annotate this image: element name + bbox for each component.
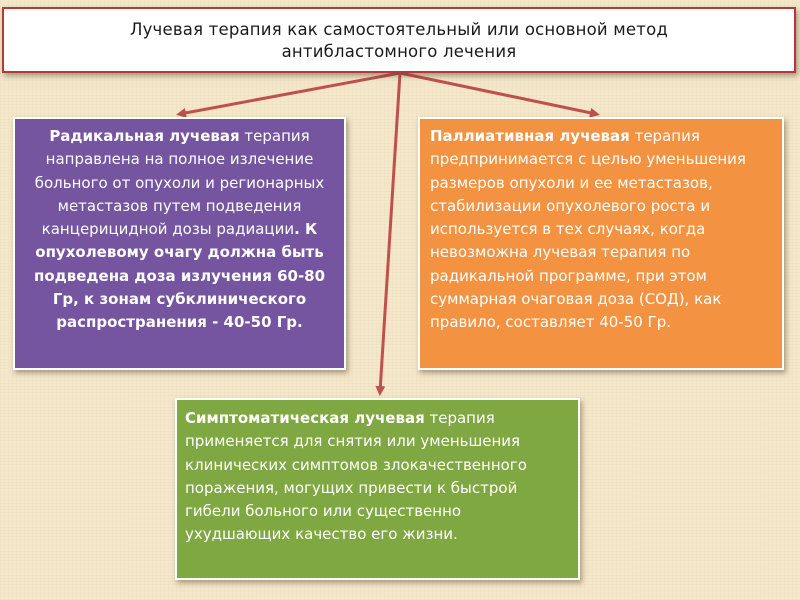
arrow-to-symptomatic bbox=[380, 73, 400, 392]
arrow-to-palliative bbox=[400, 73, 596, 114]
palliative-text: терапия предпринимается с целью уменьшения размеров опухоли и ее метастазов, стабилизации опухолевого роста и используется в тех случаях, когда невозможна лучевая терапия по радикальной программе, при этом суммарная очаговая доза (СОД), как правило, составляет 40-50 Гр. bbox=[430, 127, 746, 332]
radical-therapy-box bbox=[13, 117, 346, 370]
symptomatic-text: терапия применяется для снятия или уменьшения клинических симптомов злокачественного поражения, могущих привести к быстрой гибели больного или существенно ухудшающих качество его жизни. bbox=[185, 409, 527, 544]
title-line-2: антибластомного лечения bbox=[281, 42, 517, 61]
palliative-therapy-box bbox=[418, 117, 784, 370]
title-box bbox=[2, 7, 796, 73]
radical-text: терапия направлена на полное излечение больного от опухоли и регионарных метастазов путем подведения канцерицидной дозы радиации bbox=[34, 127, 325, 239]
palliative-lead: Паллиативная лучевая bbox=[430, 127, 630, 145]
radical-lead: Радикальная лучевая bbox=[49, 127, 240, 145]
arrow-to-radical bbox=[180, 73, 400, 114]
radical-dose-text: . К опухолевому очагу должна быть подведена доза излучения 60-80 Гр, к зонам субклинического распространения - 40-50 Гр. bbox=[33, 220, 326, 332]
symptomatic-lead: Симптоматическая лучевая bbox=[185, 409, 425, 427]
symptomatic-therapy-box bbox=[175, 398, 580, 580]
title-line-1: Лучевая терапия как самостоятельный или основной метод bbox=[129, 20, 669, 39]
